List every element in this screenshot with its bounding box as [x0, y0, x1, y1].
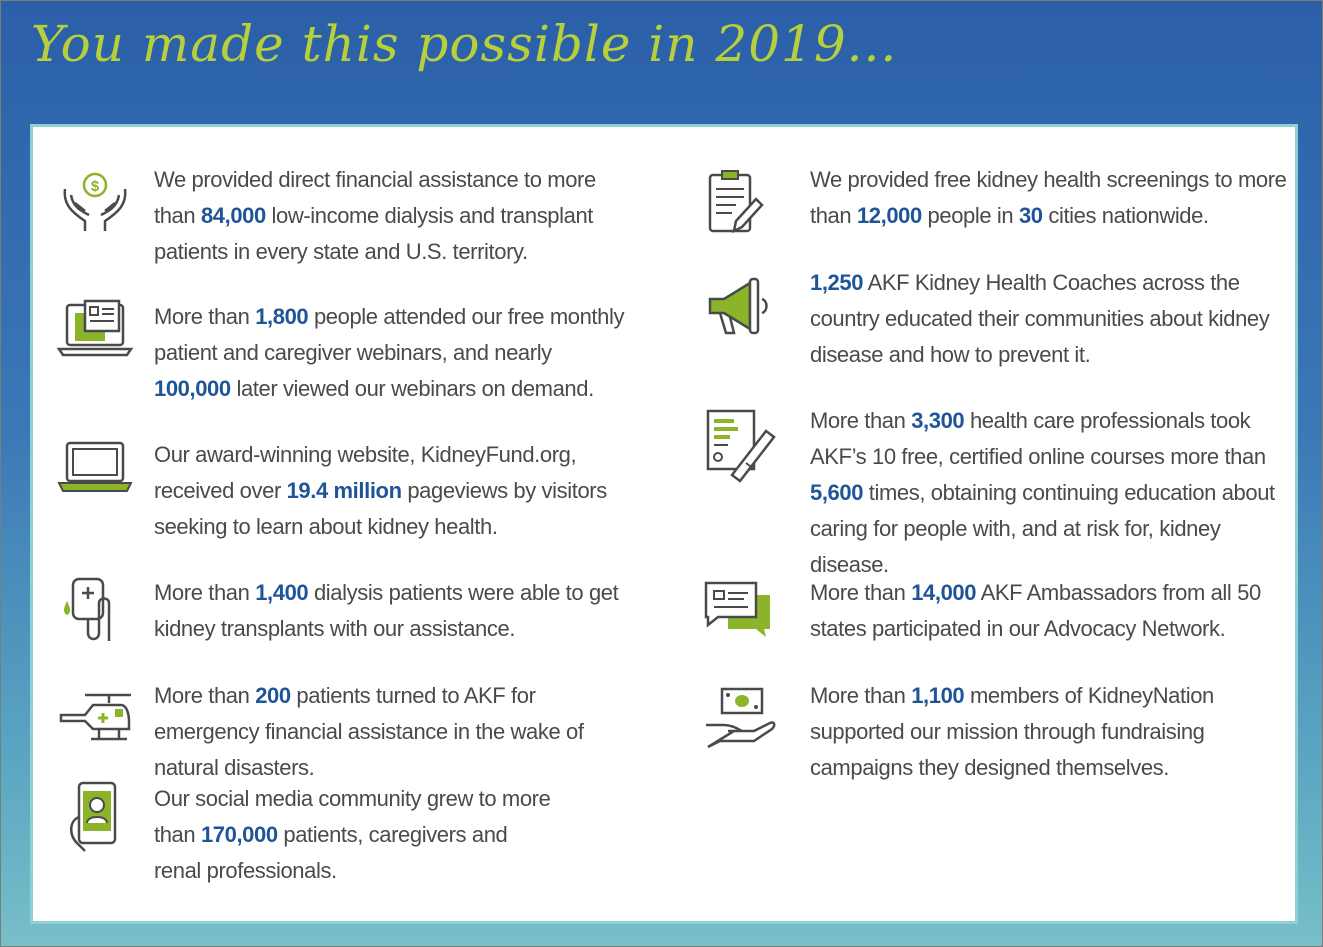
laptop-webinar-icon: [55, 295, 135, 375]
stat-text: Our award-winning website, KidneyFund.org, received over 19.4 million pageviews by visitors seeking to learn about kidney health.: [154, 442, 607, 539]
chat-bubbles-icon: [698, 571, 778, 651]
certificate-diploma-icon: [698, 405, 778, 485]
dialysis-bag-icon: [55, 571, 135, 651]
stat-text: More than 1,400 dialysis patients were able to get kidney transplants with our assistance.: [154, 580, 619, 641]
svg-text:$: $: [90, 178, 100, 195]
stat-text: We provided direct financial assistance to more than 84,000 low-income dialysis and transplant patients in every state and U.S. territory.: [154, 167, 596, 264]
stat-text: More than 3,300 health care professionals took AKF’s 10 free, certified online courses more than 5,600 times, obtaining continuing education about caring for people with, and at risk for, kidney disease.: [810, 408, 1275, 577]
stat-text: More than 1,100 members of KidneyNation supported our mission through fundraising campaigns they designed themselves.: [810, 683, 1214, 780]
hands-money-icon: [55, 165, 135, 245]
helicopter-icon: [55, 679, 135, 759]
laptop-icon: [55, 427, 135, 507]
stat-text: 1,250 AKF Kidney Health Coaches across the country educated their communities about kidney disease and how to prevent it.: [810, 270, 1270, 367]
stat-text: More than 200 patients turned to AKF for emergency financial assistance in the wake of natural disasters.: [154, 683, 584, 780]
stat-text: More than 1,800 people attended our free monthly patient and caregiver webinars, and nearly 100,000 later viewed our webinars on demand.: [154, 304, 625, 401]
stat-text: More than 14,000 AKF Ambassadors from all 50 states participated in our Advocacy Network.: [810, 580, 1261, 641]
page-title: You made this possible in 2019...: [31, 15, 898, 73]
hand-cash-icon: [698, 679, 778, 759]
content-panel: [30, 124, 1298, 924]
smartphone-profile-icon: [55, 777, 135, 857]
stat-text: We provided free kidney health screenings to more than 12,000 people in 30 cities nationwide.: [810, 167, 1287, 228]
megaphone-icon: [698, 267, 778, 347]
clipboard-pen-icon: [698, 165, 778, 245]
stat-text: Our social media community grew to more than 170,000 patients, caregivers and renal professionals.: [154, 786, 551, 883]
